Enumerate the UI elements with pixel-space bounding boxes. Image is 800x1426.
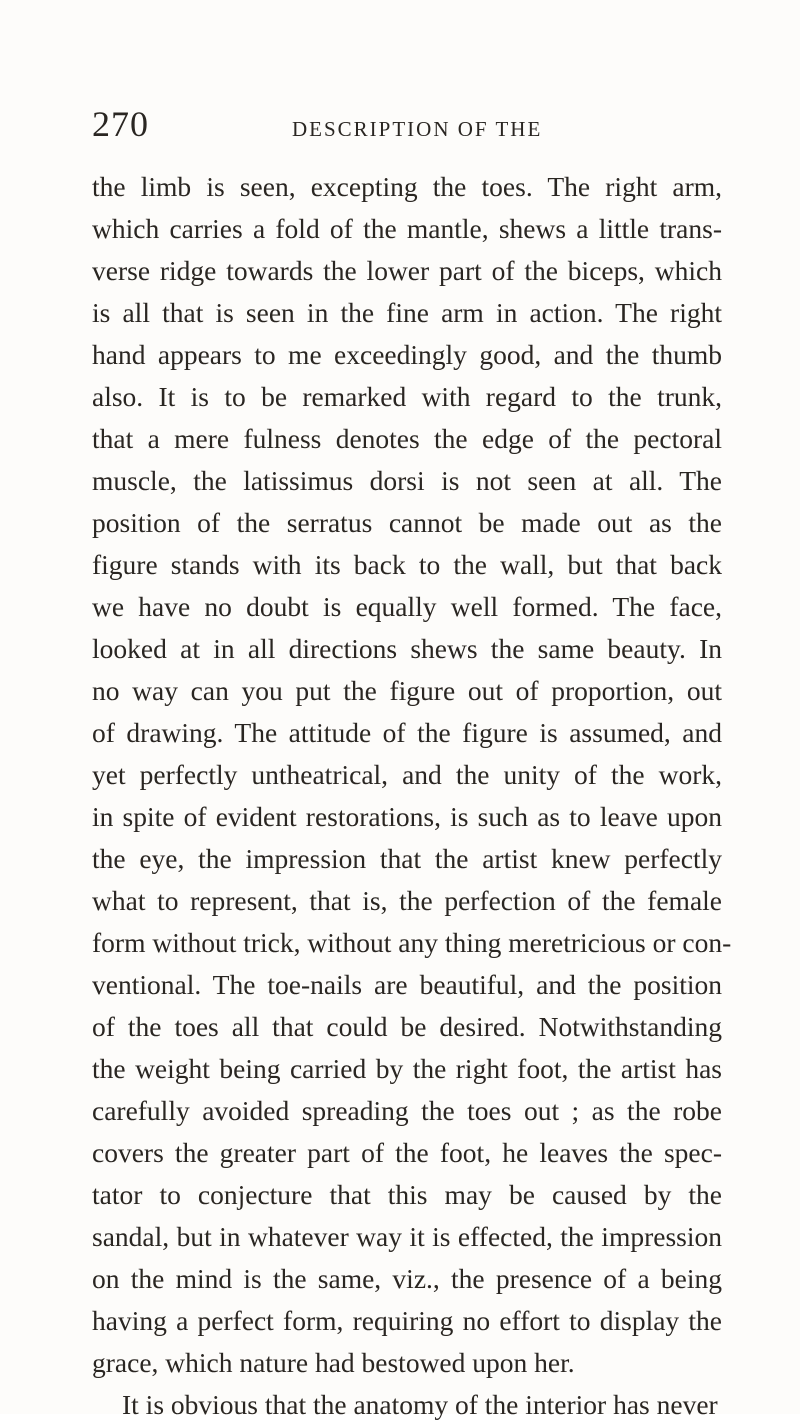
paragraph-last-line: grace, which nature had bestowed upon her. [92, 1347, 575, 1378]
text-line: the eye, the impression that the artist knew perfectly [92, 843, 722, 874]
text-line: carefully avoided spreading the toes out ; as the robe [92, 1095, 722, 1126]
text-line: covers the greater part of the foot, he leaves the spec- [92, 1137, 722, 1168]
text-line: in spite of evident restorations, is such as to leave upon [92, 801, 722, 832]
text-line: what to represent, that is, the perfection of the female [92, 885, 722, 916]
text-line: looked at in all directions shews the same beauty. In [92, 633, 722, 664]
body-text [92, 166, 732, 1426]
text-line: hand appears to me exceedingly good, and the thumb [92, 339, 722, 370]
text-line: we have no doubt is equally well formed. The face, [92, 591, 722, 622]
text-line: position of the serratus cannot be made out as the [92, 507, 722, 538]
page-number: 270 [92, 104, 149, 144]
text-line: figure stands with its back to the wall, but that back [92, 549, 722, 580]
paragraph-first-line: It is obvious that the anatomy of the interior has never [122, 1389, 718, 1420]
text-line: sandal, but in whatever way it is effected, the impression [92, 1221, 722, 1252]
text-line: the weight being carried by the right foot, the artist has [92, 1053, 722, 1084]
text-line: is all that is seen in the fine arm in action. The right [92, 297, 722, 328]
text-line: muscle, the latissimus dorsi is not seen at all. The [92, 465, 722, 496]
text-line: yet perfectly untheatrical, and the unity of the work, [92, 759, 722, 790]
text-line: ventional. The toe-nails are beautiful, and the position [92, 969, 722, 1000]
text-line: tator to conjecture that this may be caused by the [92, 1179, 722, 1210]
text-line: which carries a fold of the mantle, shews a little trans- [92, 213, 722, 244]
text-line: verse ridge towards the lower part of the biceps, which [92, 255, 722, 286]
text-line: on the mind is the same, viz., the presence of a being [92, 1263, 722, 1294]
text-line: that a mere fulness denotes the edge of the pectoral [92, 423, 722, 454]
text-line: form without trick, without any thing meretricious or con- [92, 927, 732, 958]
running-head: DESCRIPTION OF THE [292, 117, 543, 141]
text-line: of the toes all that could be desired. Notwithstanding [92, 1011, 722, 1042]
text-line: of drawing. The attitude of the figure is assumed, and [92, 717, 722, 748]
text-line: no way can you put the figure out of proportion, out [92, 675, 722, 706]
text-line: having a perfect form, requiring no effort to display the [92, 1305, 722, 1336]
text-line: also. It is to be remarked with regard to the trunk, [92, 381, 722, 412]
text-line: the limb is seen, excepting the toes. The right arm, [92, 171, 722, 202]
